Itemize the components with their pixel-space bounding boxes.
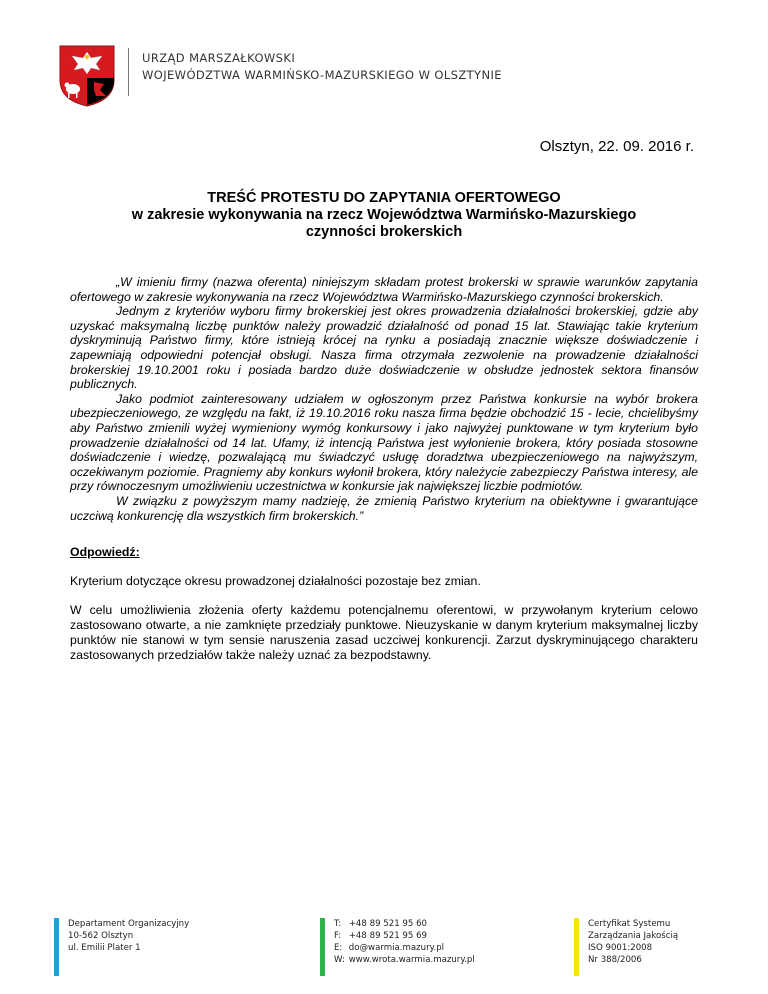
contact-fax: F: +48 89 521 95 69: [334, 931, 428, 941]
coat-of-arms-logo: [58, 44, 116, 108]
contact-email: E: do@warmia.mazury.pl: [334, 943, 445, 953]
title-line-3: czynności brokerskich: [305, 224, 463, 240]
title-line-1: TREŚĆ PROTESTU DO ZAPYTANIA OFERTOWEGO: [207, 190, 561, 206]
org-line-2: WOJEWÓDZTWA WARMIŃSKO-MAZURSKIEGO W OLSZTYNIE: [142, 68, 502, 82]
certificate-line: Zarządzania Jakością: [588, 931, 679, 941]
certificate-line: Certyfikat Systemu: [588, 919, 671, 929]
footer-bar-blue: [54, 918, 59, 976]
place-and-date: Olsztyn, 22. 09. 2016 r.: [539, 138, 694, 155]
contact-website: W: www.wrota.warmia.mazury.pl: [334, 955, 475, 965]
department-street: ul. Emilii Plater 1: [68, 943, 141, 953]
header-divider: [128, 48, 129, 96]
answer-paragraph: Kryterium dotyczące okresu prowadzonej działalności pozostaje bez zmian.: [70, 574, 481, 588]
certificate-line: ISO 9001:2008: [588, 943, 653, 953]
department-name: Departament Organizacyjny: [68, 919, 190, 929]
contact-phone: T: +48 89 521 95 60: [334, 919, 428, 929]
answer-heading: Odpowiedź:: [70, 545, 140, 559]
protest-paragraph: W związku z powyższym mamy nadzieję, że zmienią Państwo kryterium na obiektywne i gwarantujące uczciwą konkurencję dla wszystkich firm brokerskich.”: [70, 493, 698, 523]
letterhead: [58, 44, 718, 104]
org-line-1: URZĄD MARSZAŁKOWSKI: [142, 51, 296, 65]
protest-quote: [70, 275, 698, 523]
certificate-line: Nr 388/2006: [588, 955, 642, 965]
protest-paragraph: „W imieniu firmy (nazwa oferenta) niniejszym składam protest brokerski w sprawie warunków zapytania ofertowego w zakresie wykonywania na rzecz Województwa Warmińsko-Mazurskiego czynności brokerskich.: [70, 275, 698, 304]
answer-section: [70, 545, 698, 677]
protest-paragraph: Jednym z kryteriów wyboru firmy brokerskiej jest okres prowadzenia działalności brokerskiej, gdzie aby uzyskać maksymalną liczbę punktów należy prowadzić działalność od ponad 15 lat. Stawiając takie kryterium dyskryminują Państwo firmy, które istnieją krócej na rynku a posiadają znacznie większe doświadczenie i zapewniają odpowiedni potencjał obsługi. Nasza firma otrzymała zezwolenie na prowadzenie działalności brokerskiej 19.10.2001 roku i posiada bardzo duże doświadczenie w obsłudze jednostek sektora finansów publicznych.: [70, 304, 698, 392]
answer-paragraph: W celu umożliwienia złożenia oferty każdemu potencjalnemu oferentowi, w przywołanym kryterium celowo zastosowano otwarte, a nie zamknięte przedziały punktowe. Nieuzyskanie w danym kryterium maksymalnej liczby punktów nie stanowi w tym sensie naruszenia zasad uczciwej konkurencji. Zarzut dyskryminującego charakteru zastosowanych przedziałów także należy uznać za bezpodstawny.: [70, 603, 698, 662]
footer-bar-green: [320, 918, 325, 976]
title-line-2: w zakresie wykonywania na rzecz Województwa Warmińsko-Mazurskiego: [131, 207, 637, 223]
document-title: [60, 190, 708, 241]
organization-name: [142, 50, 502, 84]
protest-paragraph: Jako podmiot zainteresowany udziałem w ogłoszonym przez Państwa konkursie na wybór brokera ubezpieczeniowego, ze względu na fakt, iż 19.10.2016 roku nasza firma będzie obchodzić 15 - lecie, chcielibyśmy aby Państwo zmienili wyżej wymieniony wymóg konkursowy i jako najwyżej punktowane w tym kryterium było prowadzenie działalności od 14 lat. Ufamy, iż intencją Państwa jest wyłonienie brokera, który posiada stosowne doświadczenie i wiedzę, pozwalającą mu świadczyć usługę doradztwa ubezpieczeniowego na najwyższym, oczekiwanym poziomie. Pragniemy aby konkurs wyłonił brokera, który należycie zabezpieczy Państwa interesy, ale przy równoczesnym umożliwieniu uczestnictwa w konkursie jak największej liczbie podmiotów.: [70, 391, 698, 494]
department-postcode: 10-562 Olsztyn: [68, 931, 134, 941]
footer-bar-yellow: [574, 918, 579, 976]
